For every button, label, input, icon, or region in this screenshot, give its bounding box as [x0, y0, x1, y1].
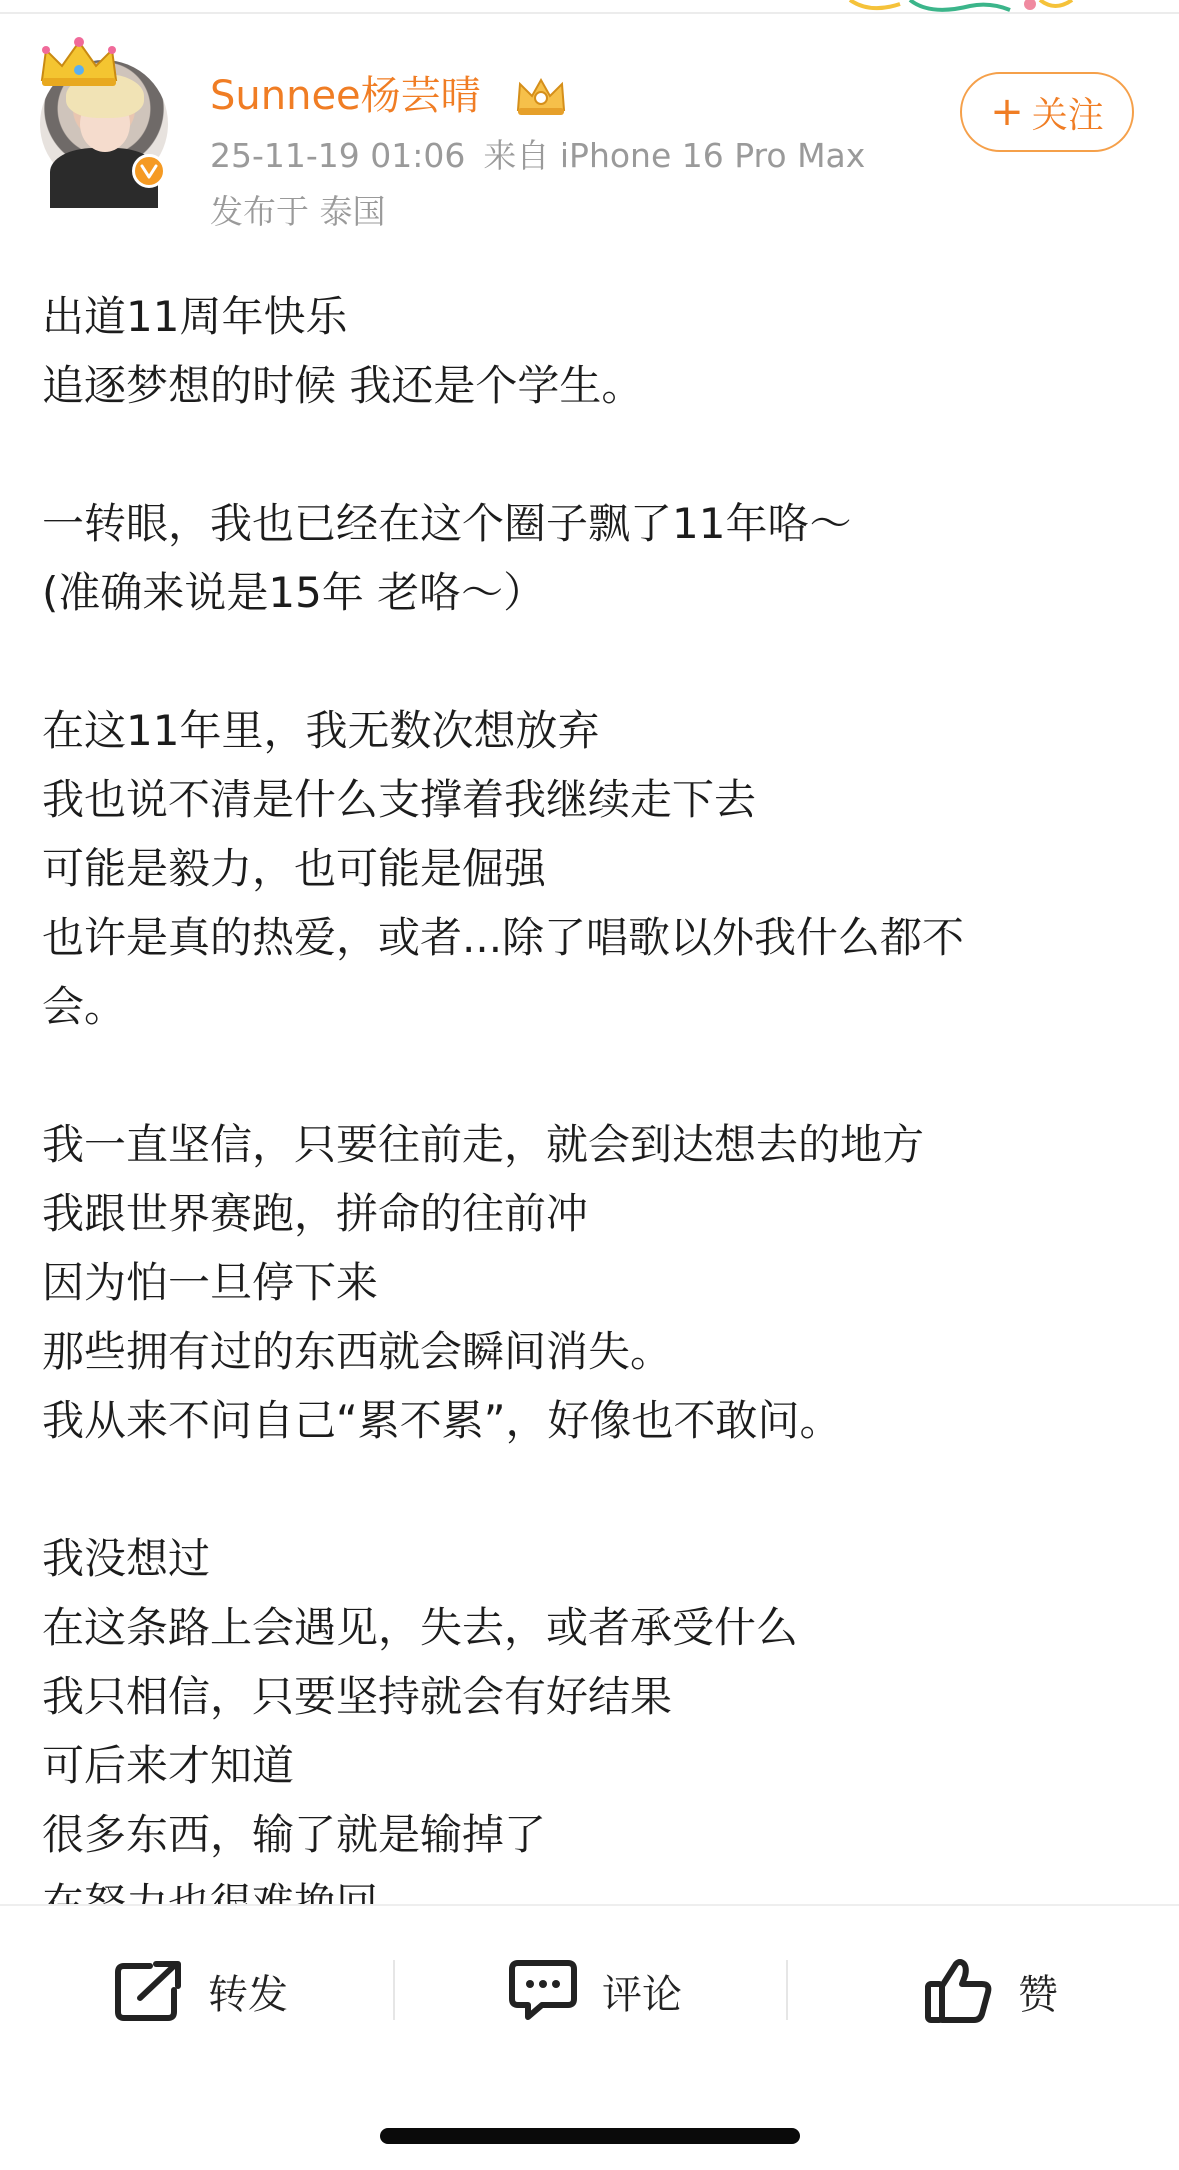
like-icon: [924, 1958, 994, 2024]
username[interactable]: Sunnee杨芸晴: [210, 73, 481, 119]
post-line: 我跟世界赛跑，拼命的往前冲: [42, 1189, 589, 1238]
post-line: 在这11年里，我无数次想放弃: [42, 706, 600, 755]
comment-label: 评论: [602, 1971, 682, 2018]
follow-button[interactable]: [960, 72, 1134, 152]
post-line: 可后来才知道: [42, 1741, 295, 1790]
crown-icon: [36, 36, 122, 88]
action-divider: [393, 1960, 395, 2020]
like-button[interactable]: [924, 1956, 1058, 2026]
comment-icon: [508, 1959, 578, 2023]
post-line: 一转眼，我也已经在这个圈子飘了11年咯～: [42, 499, 852, 548]
post-line: 我也说不清是什么支撑着我继续走下去: [42, 775, 757, 824]
follow-label: 关注: [1031, 94, 1104, 136]
post-line: 因为怕一旦停下来: [42, 1258, 379, 1307]
action-divider: [786, 1960, 788, 2020]
post-line: (准确来说是15年 老咯～）: [42, 568, 546, 617]
home-indicator[interactable]: [380, 2128, 800, 2144]
vip-crown-icon: [512, 74, 570, 118]
post-line: 我没想过: [42, 1534, 211, 1583]
post-line: 我只相信，只要坚持就会有好结果: [42, 1672, 673, 1721]
post-location: 发布于 泰国: [210, 192, 386, 231]
post-blank-line: [42, 627, 1152, 696]
post-blank-line: [42, 1041, 1152, 1110]
repost-label: 转发: [208, 1971, 288, 2018]
post-line: 在这条路上会遇见，失去，或者承受什么: [42, 1603, 799, 1652]
post-line: 我从来不问自己“累不累”，好像也不敢问。: [42, 1396, 842, 1445]
verified-icon: [132, 154, 166, 188]
like-label: 赞: [1018, 1971, 1058, 2018]
post-line: 可能是毅力，也可能是倔强: [42, 844, 547, 893]
avatar[interactable]: [32, 36, 182, 186]
post-line: 很多东西，输了就是输掉了: [42, 1810, 547, 1859]
post-line: 我一直坚信，只要往前走，就会到达想去的地方: [42, 1120, 925, 1169]
repost-button[interactable]: [114, 1956, 288, 2026]
post-line: 会。: [42, 982, 127, 1031]
comment-button[interactable]: [508, 1956, 682, 2026]
sticker-decoration: [840, 0, 1080, 14]
post-line: 那些拥有过的东西就会瞬间消失。: [42, 1327, 673, 1376]
post-blank-line: [42, 1455, 1152, 1524]
post-timestamp: 25-11-19 01:06: [210, 136, 466, 175]
post-line: 出道11周年快乐: [42, 292, 348, 341]
repost-icon: [114, 1960, 184, 2022]
action-bar: [0, 1904, 1179, 2074]
post-meta: [210, 134, 865, 178]
post-body: [42, 282, 1152, 1902]
post-line: 追逐梦想的时候 我还是个学生。: [42, 361, 644, 410]
post-line: 也许是真的热爱，或者...除了唱歌以外我什么都不: [42, 913, 965, 962]
post-blank-line: [42, 420, 1152, 489]
plus-icon: +: [990, 89, 1024, 135]
post-source: 来自 iPhone 16 Pro Max: [483, 136, 866, 175]
